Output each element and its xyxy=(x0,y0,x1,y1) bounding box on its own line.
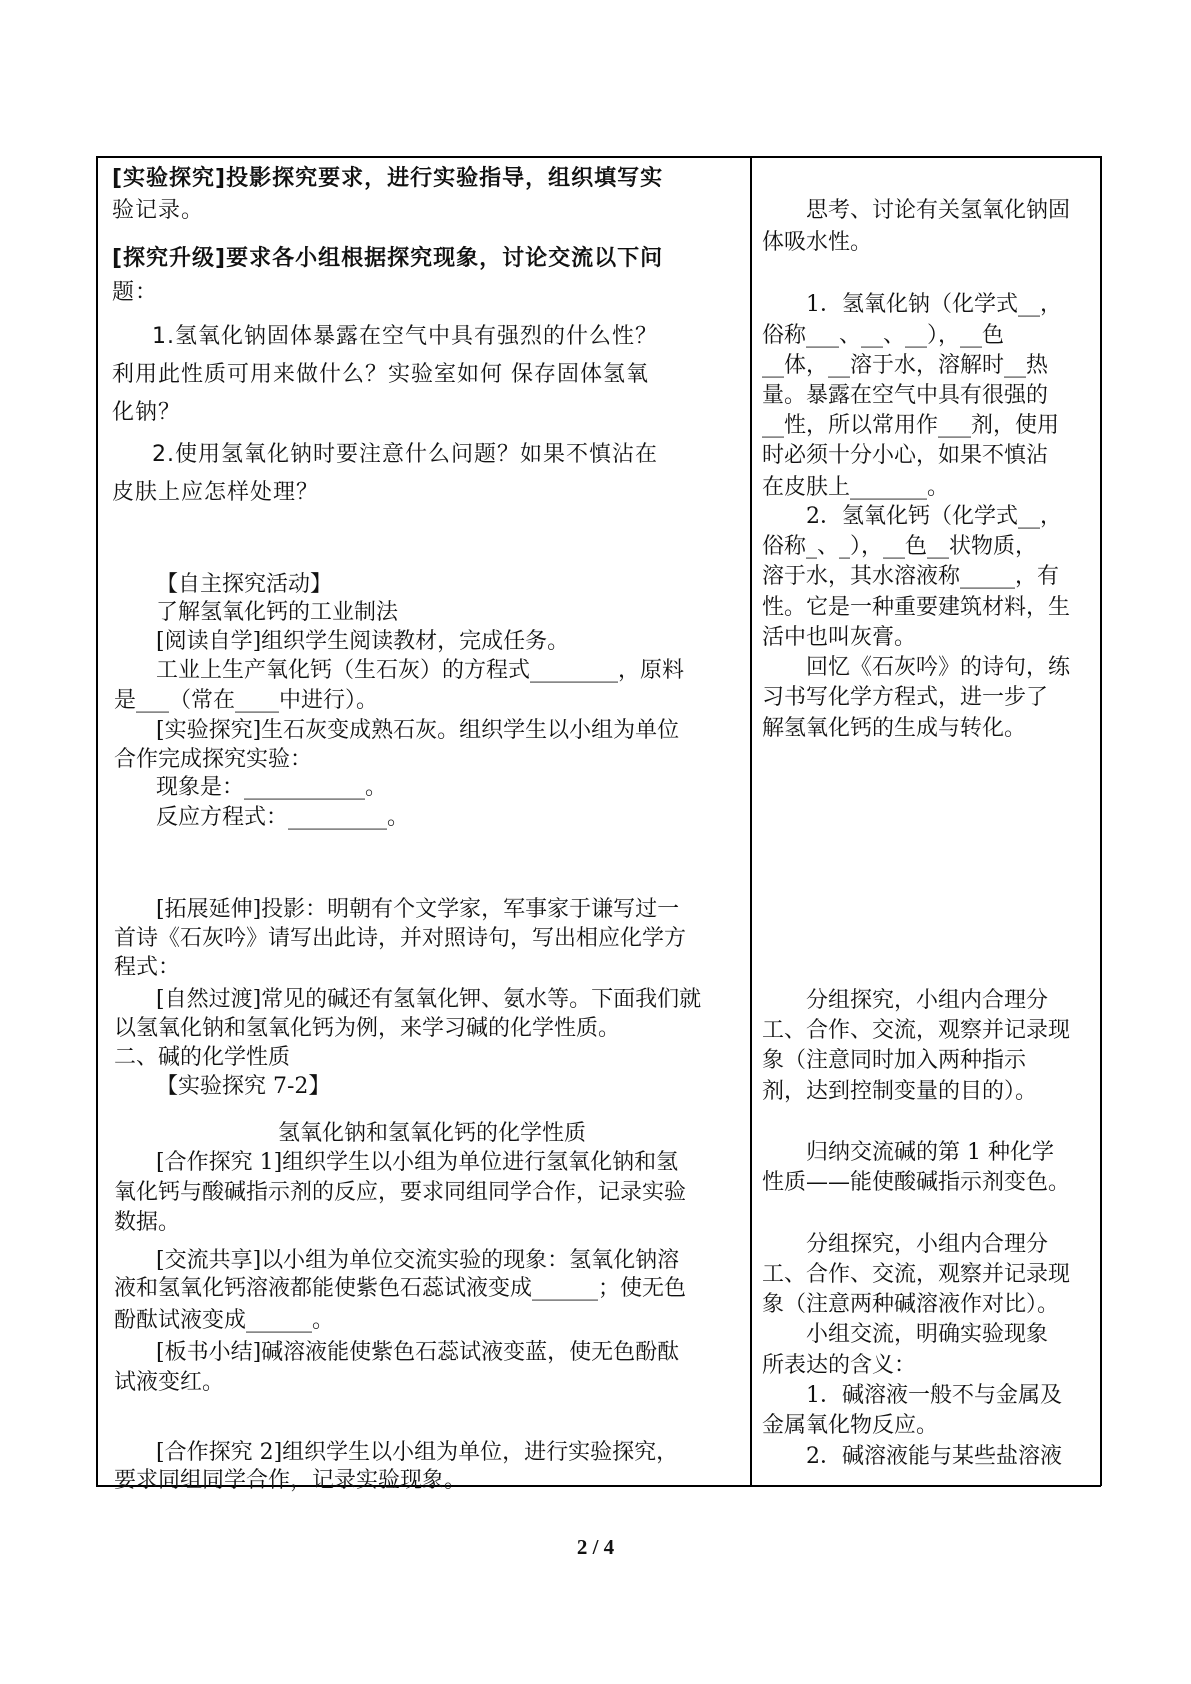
right-column-text-line: 象（注意两种碱溶液作对比）。 xyxy=(762,1292,1060,1317)
left-column-text-line: 题： xyxy=(112,280,159,305)
right-column-text-line: 回忆《石灰吟》的诗句，练 xyxy=(806,655,1071,680)
right-column-text-line: __性，所以常用作___剂，使用 xyxy=(762,413,1060,438)
right-column-text-line: 俗称_、_），__色__状物质， xyxy=(762,534,1038,559)
right-column-text-line: 1．碱溶液一般不与金属及 xyxy=(806,1383,1062,1408)
left-column-text-line: 要求同组同学合作，记录实验现象。 xyxy=(114,1468,467,1493)
right-column-text-line: 活中也叫灰膏。 xyxy=(762,625,917,650)
right-column-text-line: 解氢氧化钙的生成与转化。 xyxy=(762,716,1027,741)
table-left-border xyxy=(96,156,98,1486)
left-column-text-line: 【自主探究活动】 xyxy=(156,572,333,597)
left-column-text-line: [自然过渡]常见的碱还有氢氧化钾、氨水等。下面我们就 xyxy=(156,987,702,1012)
left-column-text-line: 合作完成探究实验： xyxy=(114,747,313,772)
right-column-text-line: 分组探究，小组内合理分 xyxy=(806,1232,1049,1257)
left-column-text-line: [探究升级]要求各小组根据探究现象，讨论交流以下问 xyxy=(112,246,664,271)
right-column-text-line: 在皮肤上_______。 xyxy=(762,475,950,500)
left-column-text-line: 【实验探究 7-2】 xyxy=(156,1074,331,1099)
left-column-text-line: 酚酞试液变成______。 xyxy=(114,1308,335,1333)
left-column-text-line: 了解氢氧化钙的工业制法 xyxy=(156,600,399,625)
left-column-text-line: [实验探究]生石灰变成熟石灰。组织学生以小组为单位 xyxy=(156,718,680,743)
right-column-text-line: 工、合作、交流，观察并记录现 xyxy=(762,1262,1071,1287)
right-column-text-line: 2．氢氧化钙（化学式__， xyxy=(806,504,1062,529)
left-column-text-line: 利用此性质可用来做什么？实验室如何 保存固体氢氧 xyxy=(112,362,649,387)
right-column-text-line: __体，__溶于水，溶解时__热 xyxy=(762,353,1049,378)
left-column-text-line: [拓展延伸]投影：明朝有个文学家，军事家于谦写过一 xyxy=(156,897,680,922)
table-column-divider xyxy=(750,156,752,1486)
left-column-text-line: 工业上生产氧化钙（生石灰）的方程式________，原料 xyxy=(156,658,685,683)
left-column-text-line: 试液变红。 xyxy=(114,1370,225,1395)
left-column-text-line: [合作探究 1]组织学生以小组为单位进行氢氧化钠和氢 xyxy=(156,1150,679,1175)
right-column-text-line: 思考、讨论有关氢氧化钠固 xyxy=(806,198,1071,223)
left-column-text-line: [交流共享]以小组为单位交流实验的现象：氢氧化钠溶 xyxy=(156,1248,680,1273)
right-column-text-line: 性质——能使酸碱指示剂变色。 xyxy=(762,1170,1071,1195)
left-column-text-line: 程式： xyxy=(114,955,181,980)
right-column-text-line: 溶于水，其水溶液称_____，有 xyxy=(762,564,1060,589)
left-column-text-line: [阅读自学]组织学生阅读教材，完成任务。 xyxy=(156,629,570,654)
left-column-text-line: 以氢氧化钠和氢氧化钙为例，来学习碱的化学性质。 xyxy=(114,1016,621,1041)
right-column-text-line: 2．碱溶液能与某些盐溶液 xyxy=(806,1444,1062,1469)
table-top-border xyxy=(96,156,1101,158)
left-column-text-line: 数据。 xyxy=(114,1210,181,1235)
right-column-text-line: 体吸水性。 xyxy=(762,230,873,255)
left-column-text-line: 首诗《石灰吟》请写出此诗，并对照诗句，写出相应化学方 xyxy=(114,926,687,951)
right-column-text-line: 1．氢氧化钠（化学式__， xyxy=(806,292,1062,317)
right-column-text-line: 归纳交流碱的第 1 种化学 xyxy=(806,1140,1054,1165)
left-column-text-line: 反应方程式：_________。 xyxy=(156,805,410,830)
left-column-text-line: 1.氢氧化钠固体暴露在空气中具有强烈的什么性？ xyxy=(152,324,658,349)
right-column-text-line: 时必须十分小心，如果不慎沾 xyxy=(762,443,1049,468)
right-column-text-line: 剂，达到控制变量的目的）。 xyxy=(762,1079,1038,1104)
left-column-text-line: 氧化钙与酸碱指示剂的反应，要求同组同学合作，记录实验 xyxy=(114,1180,687,1205)
left-column-text-line: 二、碱的化学性质 xyxy=(114,1045,291,1070)
right-column-text-line: 量。暴露在空气中具有很强的 xyxy=(762,383,1049,408)
left-column-text-line: 2.使用氢氧化钠时要注意什么问题？如果不慎沾在 xyxy=(152,442,658,467)
left-column-text-line: 皮肤上应怎样处理？ xyxy=(112,480,320,505)
left-column-text-line: 氢氧化钠和氢氧化钙的化学性质 xyxy=(278,1121,587,1146)
right-column-text-line: 分组探究，小组内合理分 xyxy=(806,988,1049,1013)
right-column-text-line: 象（注意同时加入两种指示 xyxy=(762,1048,1027,1073)
left-column-text-line: 化钠？ xyxy=(112,400,182,425)
right-column-text-line: 所表达的含义： xyxy=(762,1353,917,1378)
right-column-text-line: 俗称___、__、__），__色 xyxy=(762,323,1005,348)
left-column-text-line: 是___（常在____中进行）。 xyxy=(114,688,379,713)
left-column-text-line: [合作探究 2]组织学生以小组为单位，进行实验探究， xyxy=(156,1440,679,1465)
right-column-text-line: 工、合作、交流，观察并记录现 xyxy=(762,1018,1071,1043)
page-number: 2 / 4 xyxy=(576,1535,615,1559)
right-column-text-line: 金属氧化物反应。 xyxy=(762,1413,939,1438)
table-right-border xyxy=(1100,156,1102,1486)
right-column-text-line: 性。它是一种重要建筑材料，生 xyxy=(762,595,1071,620)
left-column-text-line: 液和氢氧化钙溶液都能使紫色石蕊试液变成______；使无色 xyxy=(114,1276,687,1301)
left-column-text-line: 验记录。 xyxy=(112,198,205,223)
left-column-text-line: 现象是：___________。 xyxy=(156,775,388,800)
left-column-text-line: [板书小结]碱溶液能使紫色石蕊试液变蓝，使无色酚酞 xyxy=(156,1340,680,1365)
right-column-text-line: 习书写化学方程式，进一步了 xyxy=(762,685,1049,710)
right-column-text-line: 小组交流，明确实验现象 xyxy=(806,1322,1049,1347)
left-column-text-line: [实验探究]投影探究要求，进行实验指导，组织填写实 xyxy=(112,166,664,191)
